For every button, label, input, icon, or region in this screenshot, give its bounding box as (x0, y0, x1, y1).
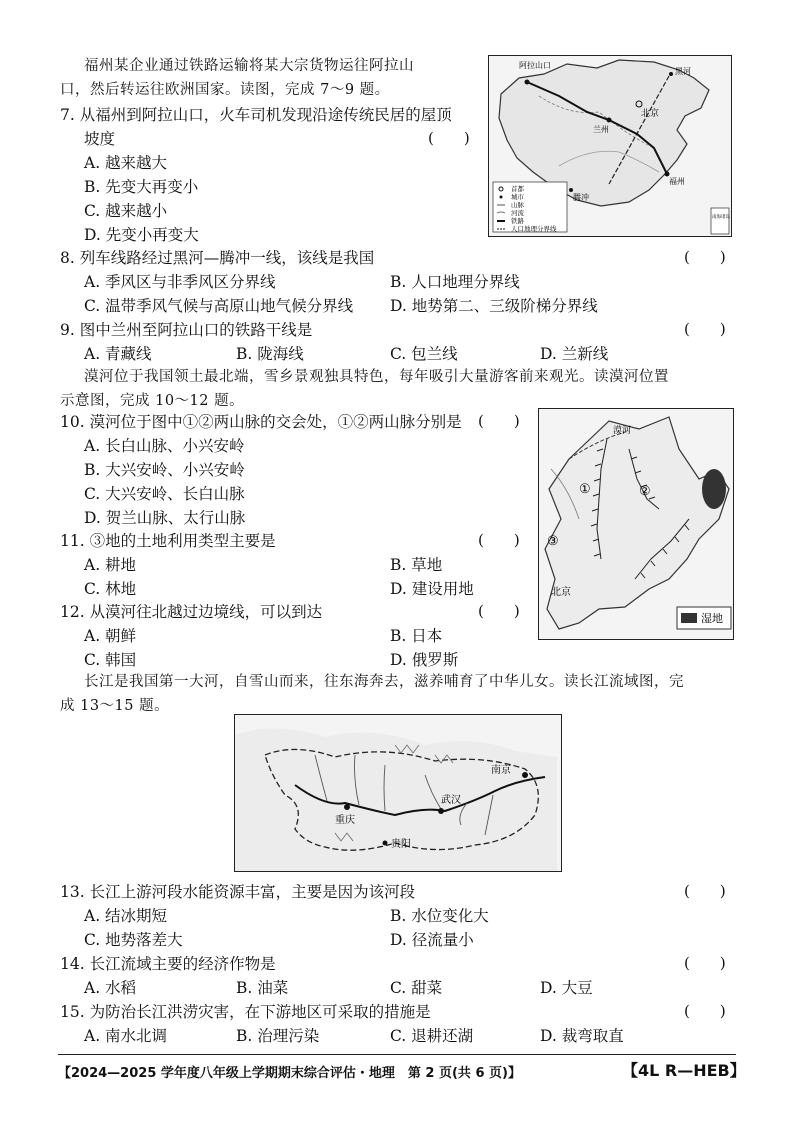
q9-option-c: C. 包兰线 (390, 345, 458, 363)
map3-label-nanjing: 南京 (491, 765, 511, 776)
map2-label-mountain-1: ① (579, 482, 591, 497)
q8-option-a: A. 季风区与非季风区分界线 (84, 273, 276, 291)
q14-option-b: B. 油菜 (236, 979, 289, 997)
map1-label-heihe: 黑河 (675, 67, 691, 76)
map1-label-tengchong: 腾冲 (573, 193, 589, 202)
china-railway-map (488, 55, 732, 237)
q15-option-d: D. 裁弯取直 (540, 1027, 624, 1045)
q11-option-d: D. 建设用地 (390, 580, 474, 598)
q15-option-b: B. 治理污染 (236, 1027, 320, 1045)
q9-stem: 9. 图中兰州至阿拉山口的铁路干线是 (60, 321, 313, 339)
map1-label-beijing: 北京 (641, 109, 660, 119)
map1-legend-population-line: 人口地理分界线 (511, 225, 557, 233)
q9-option-a: A. 青藏线 (84, 345, 152, 363)
q10-option-b: B. 大兴安岭、小兴安岭 (84, 461, 245, 479)
q13-option-a: A. 结冰期短 (84, 907, 168, 925)
map1-legend-railway: 铁路 (511, 217, 524, 225)
footer-divider (58, 1054, 736, 1055)
q13-answer-paren[interactable]: ( ) (684, 882, 726, 900)
map3-label-wuhan: 武汉 (441, 795, 461, 806)
map1-legend-capital: 首都 (511, 185, 524, 193)
map1-label-alashankou: 阿拉山口 (519, 61, 551, 70)
map2-label-mountain-2: ② (639, 484, 651, 499)
q10-option-c: C. 大兴安岭、长白山脉 (84, 485, 245, 503)
q8-answer-paren[interactable]: ( ) (684, 248, 726, 266)
map2-label-mohe: 漠河 (613, 426, 632, 436)
map1-inset-label: 南海诸岛 (712, 215, 730, 220)
map3-label-guiyang: 贵阳 (391, 839, 411, 850)
q15-option-a: A. 南水北调 (84, 1027, 168, 1045)
q11-option-a: A. 耕地 (84, 556, 137, 574)
q8-option-d: D. 地势第二、三级阶梯分界线 (390, 297, 598, 315)
q8-option-c: C. 温带季风气候与高原山地气候分界线 (84, 297, 354, 315)
q7-stem-line1: 7. 从福州到阿拉山口，火车司机发现沿途传统民居的屋顶 (60, 106, 452, 124)
footer-paper-code: 【4L R—HEB】 (622, 1061, 746, 1080)
q11-option-b: B. 草地 (390, 556, 443, 574)
map1-legend-river: 河流 (511, 209, 524, 217)
map2-legend-wetland: 湿地 (701, 612, 723, 625)
q7-option-c: C. 越来越小 (84, 202, 168, 220)
q11-answer-paren[interactable]: ( ) (478, 531, 520, 549)
q10-answer-paren[interactable]: ( ) (478, 412, 520, 430)
q7-option-a: A. 越来越大 (84, 154, 168, 172)
q7-stem-line2: 坡度 (84, 130, 116, 148)
q11-stem: 11. ③地的土地利用类型主要是 (60, 532, 276, 550)
map1-legend-mountain: 山脉 (511, 201, 524, 209)
q7-option-d: D. 先变小再变大 (84, 226, 199, 244)
q11-option-c: C. 林地 (84, 580, 137, 598)
q12-option-c: C. 韩国 (84, 651, 137, 669)
q7-option-b: B. 先变大再变小 (84, 178, 199, 196)
q8-option-b: B. 人口地理分界线 (390, 273, 520, 291)
map1-label-lanzhou: 兰州 (593, 125, 609, 134)
intro1-line1: 福州某企业通过铁路运输将某大宗货物运往阿拉山 (84, 58, 414, 74)
map1-legend-city: 城市 (511, 193, 524, 201)
mohe-location-map (538, 408, 734, 640)
q7-answer-paren[interactable]: ( ) (428, 129, 470, 147)
q13-stem: 13. 长江上游河段水能资源丰富，主要是因为该河段 (60, 883, 416, 901)
q8-stem: 8. 列车线路经过黑河—腾冲一线，该线是我国 (60, 249, 375, 267)
intro2-line1: 漠河位于我国领土最北端，雪乡景观独具特色，每年吸引大量游客前来观光。读漠河位置 (84, 369, 669, 385)
intro1-line2: 口，然后转运往欧洲国家。读图，完成 7～9 题。 (60, 82, 390, 98)
q14-stem: 14. 长江流域主要的经济作物是 (60, 955, 276, 973)
q14-option-a: A. 水稻 (84, 979, 137, 997)
map2-label-beijing: 北京 (551, 587, 571, 598)
map1-label-fuzhou: 福州 (669, 177, 685, 186)
q15-answer-paren[interactable]: ( ) (684, 1002, 726, 1020)
q14-answer-paren[interactable]: ( ) (684, 954, 726, 972)
map3-label-chongqing: 重庆 (335, 815, 355, 826)
intro2-line2: 示意图，完成 10～12 题。 (60, 393, 245, 409)
yangtze-basin-map (234, 714, 562, 872)
intro3-line1: 长江是我国第一大河，自雪山而来，往东海奔去，滋养哺育了中华儿女。读长江流域图，完 (84, 674, 684, 690)
q12-answer-paren[interactable]: ( ) (478, 602, 520, 620)
q15-option-c: C. 退耕还湖 (390, 1027, 474, 1045)
q12-option-a: A. 朝鲜 (84, 627, 137, 645)
footer-exam-info: 【2024—2025 学年度八年级上学期期末综合评估・地理 第 2 页(共 6 页)】 (58, 1066, 521, 1081)
q15-stem: 15. 为防治长江洪涝灾害，在下游地区可采取的措施是 (60, 1003, 431, 1021)
q10-stem: 10. 漠河位于图中①②两山脉的交会处，①②两山脉分别是 (60, 413, 462, 431)
q9-option-d: D. 兰新线 (540, 345, 609, 363)
q12-option-d: D. 俄罗斯 (390, 651, 459, 669)
q10-option-a: A. 长白山脉、小兴安岭 (84, 437, 245, 455)
q10-option-d: D. 贺兰山脉、太行山脉 (84, 509, 246, 527)
map2-label-area-3: ③ (547, 534, 559, 549)
q9-option-b: B. 陇海线 (236, 345, 304, 363)
q14-option-d: D. 大豆 (540, 979, 593, 997)
q13-option-b: B. 水位变化大 (390, 907, 489, 925)
q13-option-c: C. 地势落差大 (84, 931, 183, 949)
q12-stem: 12. 从漠河往北越过边境线，可以到达 (60, 603, 323, 621)
q14-option-c: C. 甜菜 (390, 979, 443, 997)
q12-option-b: B. 日本 (390, 627, 443, 645)
intro3-line2: 成 13～15 题。 (60, 698, 170, 714)
q13-option-d: D. 径流量小 (390, 931, 474, 949)
q9-answer-paren[interactable]: ( ) (684, 320, 726, 338)
